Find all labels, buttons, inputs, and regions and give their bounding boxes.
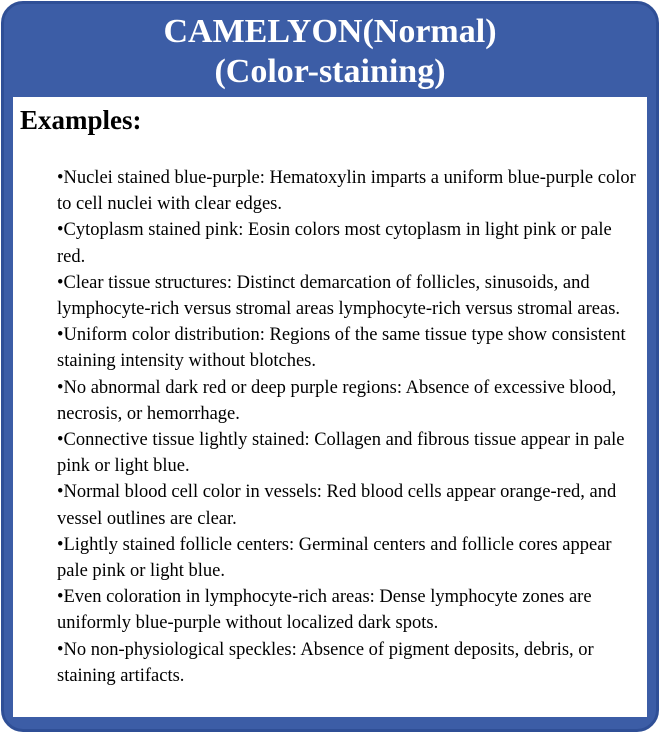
list-item: •No non-physiological speckles: Absence of pigment deposits, debris, or staining artifacts. <box>57 639 594 686</box>
list-item: •Nuclei stained blue-purple: Hematoxylin imparts a uniform blue-purple color to cell nuclei with clear edges. <box>57 168 636 215</box>
card-title-line-2: (Color-staining) <box>214 53 446 90</box>
card-title-line-1: CAMELYON(Normal) <box>163 13 497 50</box>
list-item: •Connective tissue lightly stained: Collagen and fibrous tissue appear in pale pink or light blue. <box>57 430 625 477</box>
info-card <box>1 1 659 732</box>
list-item: •Uniform color distribution: Regions of the same tissue type show consistent staining intensity without blotches. <box>57 325 626 372</box>
examples-heading: Examples: <box>20 105 142 135</box>
list-item: •No abnormal dark red or deep purple regions: Absence of excessive blood, necrosis, or hemorrhage. <box>57 377 617 424</box>
card-content <box>13 97 647 717</box>
examples-list <box>57 165 642 689</box>
list-item: •Normal blood cell color in vessels: Red blood cells appear orange-red, and vessel outlines are clear. <box>57 482 617 529</box>
card-header <box>4 4 656 96</box>
list-item: •Clear tissue structures: Distinct demarcation of follicles, sinusoids, and lymphocyte-rich versus stromal areas lymphocyte-rich versus stromal areas. <box>57 272 621 320</box>
list-item: •Lightly stained follicle centers: Germinal centers and follicle cores appear pale pink or light blue. <box>57 534 612 582</box>
list-item: •Even coloration in lymphocyte-rich areas: Dense lymphocyte zones are uniformly blue-purple without localized dark spots. <box>57 587 592 634</box>
list-item: •Cytoplasm stained pink: Eosin colors most cytoplasm in light pink or pale red. <box>57 220 612 267</box>
